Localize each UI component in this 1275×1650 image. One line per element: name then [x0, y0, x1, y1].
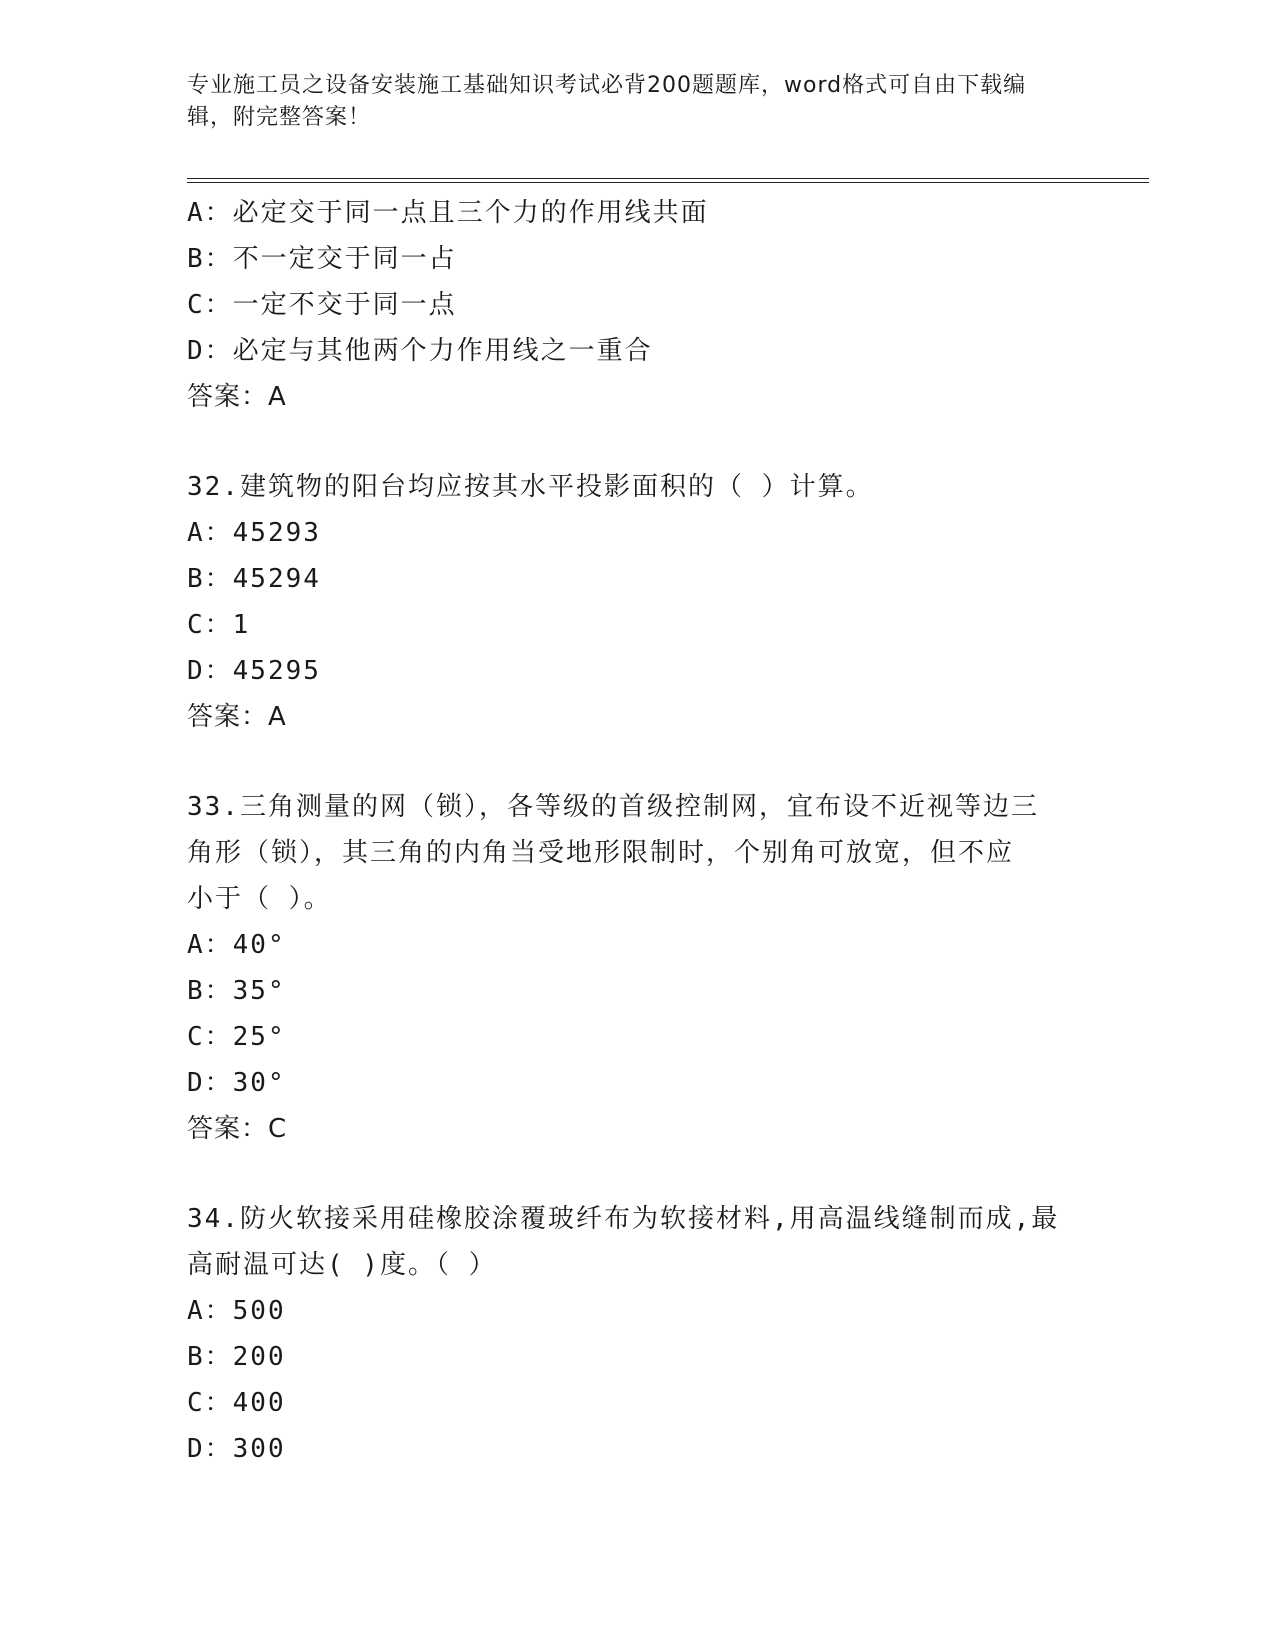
- document-title: 专业施工员之设备安装施工基础知识考试必背200题题库，word格式可自由下载编辑，附完整答案！: [187, 73, 1027, 130]
- question-32: [187, 464, 1087, 740]
- question-text-line-2: 角形（锁），其三角的内角当受地形限制时，个别角可放宽，但不应: [187, 838, 1015, 868]
- option-a: A：必定交于同一点且三个力的作用线共面: [187, 198, 709, 228]
- question-34: [187, 1196, 1087, 1472]
- option-d: D：45295: [187, 656, 321, 686]
- header-divider-bottom: [187, 182, 1149, 183]
- option-b: B：200: [187, 1342, 286, 1372]
- option-b: B：不一定交于同一占: [187, 244, 457, 274]
- option-a: A：500: [187, 1296, 286, 1326]
- question-33: [187, 784, 1087, 1152]
- option-a: A：45293: [187, 518, 321, 548]
- question-text-line-3: 小于（ ）。: [187, 884, 332, 914]
- option-c: C：25°: [187, 1022, 286, 1052]
- option-d: D：30°: [187, 1068, 286, 1098]
- answer: 答案：A: [187, 382, 287, 412]
- question-text-line-1: 34.防火软接采用硅橡胶涂覆玻纤布为软接材料,用高温线缝制而成,最: [187, 1204, 1060, 1234]
- option-c: C：一定不交于同一点: [187, 290, 457, 320]
- option-c: C：400: [187, 1388, 286, 1418]
- answer: 答案：C: [187, 1114, 288, 1144]
- answer: 答案：A: [187, 702, 287, 732]
- option-c: C：1: [187, 610, 251, 640]
- question-list: [187, 190, 1087, 1472]
- option-b: B：35°: [187, 976, 286, 1006]
- question-text-line-2: 高耐温可达( )度。（ ）: [187, 1250, 497, 1280]
- question-text-line-1: 33.三角测量的网（锁），各等级的首级控制网，宜布设不近视等边三: [187, 792, 1039, 822]
- option-a: A：40°: [187, 930, 286, 960]
- document-header: [187, 70, 1067, 134]
- option-b: B：45294: [187, 564, 321, 594]
- question-text: 32.建筑物的阳台均应按其水平投影面积的（ ）计算。: [187, 472, 874, 502]
- question-31: [187, 190, 1087, 420]
- option-d: D：300: [187, 1434, 286, 1464]
- header-divider-top: [187, 178, 1149, 179]
- option-d: D：必定与其他两个力作用线之一重合: [187, 336, 653, 366]
